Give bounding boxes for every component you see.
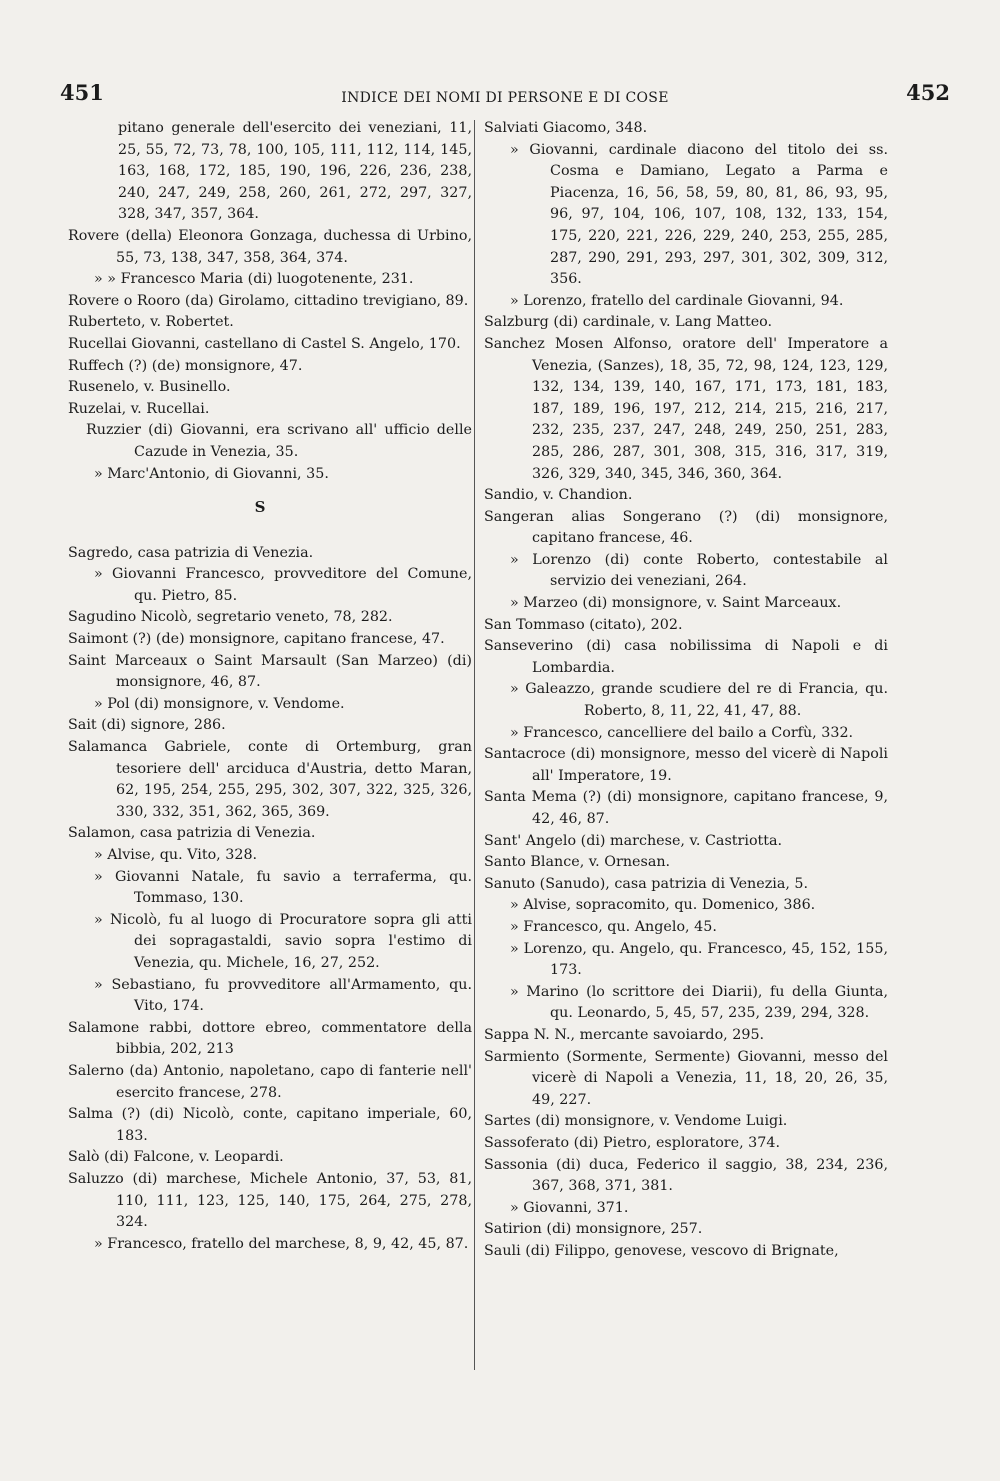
index-entry: Salviati Giacomo, 348. xyxy=(484,120,648,136)
page-number-left: 451 xyxy=(60,80,104,105)
index-entry: Sandio, v. Chandion. xyxy=(484,487,633,504)
index-entry: Salò (di) Falcone, v. Leopardi. xyxy=(68,1149,284,1166)
index-entry: Salamon, casa patrizia di Venezia. xyxy=(68,825,316,842)
index-entry: » Giovanni Francesco, provveditore del Comune, qu. Pietro, 85. xyxy=(94,566,472,604)
index-entry: Sanseverino (di) casa nobilissima di Napoli e di Lombardia. xyxy=(484,638,888,676)
index-entry: Ruffech (?) (de) monsignore, 47. xyxy=(68,357,303,374)
index-entry: » Giovanni, cardinale diacono del titolo dei ss. Cosma e Damiano, Legato a Parma e Piacenza, 16, 56, 58, 59, 80, 81, 86, 93, 95, 96, 97, 104, 106, 107, 108, 132, 133, 154, 175, 220, 221, 226, 229, 240, 253, 255, 285, 287, 290, 291, 293, 297, 301, 302, 309, 312, 356. xyxy=(510,141,888,288)
index-entry: » Marc'Antonio, di Giovanni, 35. xyxy=(94,465,329,482)
index-entry: Santacroce (di) monsignore, messo del vicerè di Napoli all' Imperatore, 19. xyxy=(484,746,888,784)
index-entry: Sanuto (Sanudo), casa patrizia di Venezia, 5. xyxy=(484,875,809,892)
spacer xyxy=(68,529,472,543)
index-entry: » Sebastiano, fu provveditore all'Armamento, qu. Vito, 174. xyxy=(94,976,472,1015)
index-entry: Salma (?) (di) Nicolò, conte, capitano imperiale, 60, 183. xyxy=(68,1106,472,1144)
index-entry: Salamone rabbi, dottore ebreo, commentatore della bibbia, 202, 213 xyxy=(68,1019,472,1058)
index-entry: Sangeran alias Songerano (?) (di) monsignore, capitano francese, 46. xyxy=(484,508,888,547)
index-entry: Sanchez Mosen Alfonso, oratore dell' Imperatore a Venezia, (Sanzes), 18, 35, 72, 98, 124, 123, 129, 132, 134, 139, 140, 167, 171, 173, 181, 183, 187, 189, 196, 197, 212, 214, 215, 216, 217, 232, 235, 237, 247, 248, 249, 250, 251, 283, 285, 286, 287, 301, 308, 315, 316, 317, 319, 326, 329, 340, 345, 346, 360, 364. xyxy=(484,335,888,482)
right-column xyxy=(484,118,888,1262)
section-letter: S xyxy=(254,498,266,517)
index-entry: Sassonia (di) duca, Federico il saggio, 38, 234, 236, 367, 368, 371, 381. xyxy=(484,1156,888,1195)
index-entry: Satirion (di) monsignore, 257. xyxy=(484,1221,703,1238)
index-entry: Sassoferato (di) Pietro, esploratore, 374. xyxy=(484,1134,781,1151)
index-entry: » Pol (di) monsignore, v. Vendome. xyxy=(94,695,345,712)
index-entry: » Lorenzo (di) conte Roberto, contestabile al servizio dei veneziani, 264. xyxy=(510,551,888,590)
index-entry: Ruzzier (di) Giovanni, era scrivano all' ufficio delle Cazude in Venezia, 35. xyxy=(86,422,472,460)
left-column xyxy=(68,118,472,1255)
index-entry: Salamanca Gabriele, conte di Ortemburg, gran tesoriere dell' arciduca d'Austria, detto Maran, 62, 195, 254, 255, 295, 302, 307, 322, 325, 326, 330, 332, 351, 362, 365, 369. xyxy=(68,739,472,820)
index-entry: Sagredo, casa patrizia di Venezia. xyxy=(68,544,314,561)
index-entry: Santo Blance, v. Ornesan. xyxy=(484,854,671,871)
index-entry: Sauli (di) Filippo, genovese, vescovo di Brignate, xyxy=(484,1242,839,1259)
index-entry: Saimont (?) (de) monsignore, capitano francese, 47. xyxy=(68,631,445,648)
index-entry: Sarmiento (Sormente, Sermente) Giovanni, messo del vicerè di Napoli a Venezia, 11, 18, 20, 26, 35, 49, 227. xyxy=(484,1048,888,1108)
index-entry: pitano generale dell'esercito dei veneziani, 11, 25, 55, 72, 73, 78, 100, 105, 111, 112, 114, 145, 163, 168, 172, 185, 190, 196, 226, 236, 238, 240, 247, 249, 258, 260, 261, 272, 297, 327, 328, 347, 357, 364. xyxy=(118,120,472,223)
column-divider xyxy=(474,120,475,1370)
page-number-right: 452 xyxy=(906,80,950,105)
index-entry: » Francesco, fratello del marchese, 8, 9, 42, 45, 87. xyxy=(94,1235,469,1252)
index-entry: Sappa N. N., mercante savoiardo, 295. xyxy=(484,1026,765,1043)
index-entry: Rovere o Rooro (da) Girolamo, cittadino trevigiano, 89. xyxy=(68,292,469,309)
index-entry: San Tommaso (citato), 202. xyxy=(484,616,683,633)
index-entry: » Francesco, cancelliere del bailo a Corfù, 332. xyxy=(510,724,854,741)
index-entry: Salzburg (di) cardinale, v. Lang Matteo. xyxy=(484,314,773,331)
index-entry: » Alvise, qu. Vito, 328. xyxy=(94,847,258,863)
index-entry: Santa Mema (?) (di) monsignore, capitano francese, 9, 42, 46, 87. xyxy=(484,789,888,827)
index-entry: Sartes (di) monsignore, v. Vendome Luigi. xyxy=(484,1113,788,1130)
index-entry: Ruzelai, v. Rucellai. xyxy=(68,400,210,417)
index-entry: Rovere (della) Eleonora Gonzaga, duchessa di Urbino, 55, 73, 138, 347, 358, 364, 374. xyxy=(68,227,472,266)
index-entry: » Marino (lo scrittore dei Diarii), fu della Giunta, qu. Leonardo, 5, 45, 57, 235, 239, 294, 328. xyxy=(510,983,888,1022)
index-entry: Rusenelo, v. Businello. xyxy=(68,379,231,396)
index-entry: Sait (di) signore, 286. xyxy=(68,717,226,734)
index-entry: Saint Marceaux o Saint Marsault (San Marzeo) (di) monsignore, 46, 87. xyxy=(68,652,472,691)
index-entry: » Giovanni, 371. xyxy=(510,1199,629,1216)
index-entry: » Alvise, sopracomito, qu. Domenico, 386. xyxy=(510,897,816,914)
index-entry: Rucellai Giovanni, castellano di Castel S. Angelo, 170. xyxy=(68,335,461,352)
index-entry: Saluzzo (di) marchese, Michele Antonio, 37, 53, 81, 110, 111, 123, 125, 140, 175, 264, 275, 278, 324. xyxy=(68,1170,472,1231)
index-entry: » Galeazzo, grande scudiere del re di Francia, qu. Roberto, 8, 11, 22, 41, 47, 88. xyxy=(510,681,888,720)
index-entry: » » Francesco Maria (di) luogotenente, 231. xyxy=(94,271,414,288)
index-entry: » Francesco, qu. Angelo, 45. xyxy=(510,918,717,935)
index-entry: » Lorenzo, qu. Angelo, qu. Francesco, 45, 152, 155, 173. xyxy=(510,940,888,979)
index-entry: Salerno (da) Antonio, napoletano, capo di fanterie nell' esercito francese, 278. xyxy=(68,1062,472,1101)
running-title: INDICE DEI NOMI DI PERSONE E DI COSE xyxy=(341,90,669,106)
index-entry: Sagudino Nicolò, segretario veneto, 78, 282. xyxy=(68,609,393,626)
index-entry: Sant' Angelo (di) marchese, v. Castriotta. xyxy=(484,832,783,849)
running-header xyxy=(60,80,950,112)
index-entry: » Giovanni Natale, fu savio a terraferma, qu. Tommaso, 130. xyxy=(94,868,472,907)
index-entry: » Marzeo (di) monsignore, v. Saint Marceaux. xyxy=(510,595,842,612)
index-entry: » Lorenzo, fratello del cardinale Giovanni, 94. xyxy=(510,292,844,309)
index-entry: » Nicolò, fu al luogo di Procuratore sopra gli atti dei sopragastaldi, savio sopra l'estimo di Venezia, qu. Michele, 16, 27, 252. xyxy=(94,911,472,971)
index-entry: Ruberteto, v. Robertet. xyxy=(68,314,234,331)
